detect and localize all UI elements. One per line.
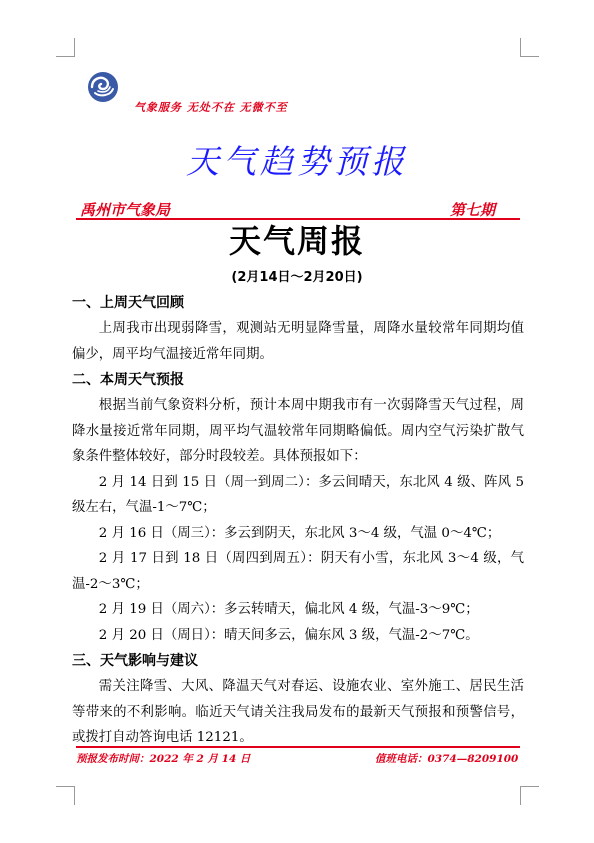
slogan: 气象服务 无处不在 无微不至 [134,101,288,114]
footer-divider [76,746,520,748]
advice-paragraph: 需关注降雪、大风、降温天气对春运、设施农业、室外施工、居民生活等带来的不利影响。临近天气请关注我局发布的最新天气预报和预警信号，或拨打自动答询电话 12121。 [72,679,524,745]
forecast-item: 2 月 19 日（周六）：多云转晴天，偏北风 4 级，气温-3～9℃； [98,602,479,617]
forecast-item: 2 月 20 日（周日）：晴天间多云，偏东风 3 级，气温-2～7℃。 [98,627,479,643]
crop-mark-top-left [56,38,75,57]
forecast-item: 2 月 14 日到 15 日（周一到周二）：多云间晴天，东北风 4 级、阵风 5 级左右，气温-1～7℃； [72,474,524,515]
report-body [72,290,524,751]
review-paragraph: 上周我市出现弱降雪，观测站无明显降雪量，周降水量较常年同期均值偏少，周平均气温接近常年同期。 [72,321,524,362]
organization-name: 禹州市气象局 [80,201,171,219]
crop-mark-bottom-left [56,786,75,805]
crop-mark-bottom-right [520,786,539,805]
report-date-range: (2月14日～2月20日) [231,270,363,285]
duty-hotline: 值班电话：0374—8209100 [375,753,519,765]
section-heading-forecast: 二、本周天气预报 [72,372,184,388]
section-heading-review: 一、上周天气回顾 [72,295,184,311]
forecast-intro: 根据当前气象资料分析，预计本周中期我市有一次弱降雪天气过程，周降水量接近常年同期，周平均气温较常年同期略偏低。周内空气污染扩散气象条件整体较好，部分时段较差。具体预报如下： [72,398,524,464]
forecast-item: 2 月 17 日到 18 日（周四到周五）：阴天有小雪，东北风 3～4 级，气温-2～3℃； [72,551,524,592]
section-heading-advice: 三、天气影响与建议 [72,653,198,669]
issue-number: 第七期 [450,201,496,219]
masthead-title: 天气趋势预报 [186,142,408,181]
issue-time: 预报发布时间：2022 年 2 月 14 日 [76,753,251,765]
report-title: 天气周报 [228,222,365,260]
weather-service-swirl-icon [86,70,120,104]
crop-mark-top-right [520,38,539,57]
forecast-item: 2 月 16 日（周三）：多云到阴天，东北风 3～4 级，气温 0～4℃； [98,525,501,541]
